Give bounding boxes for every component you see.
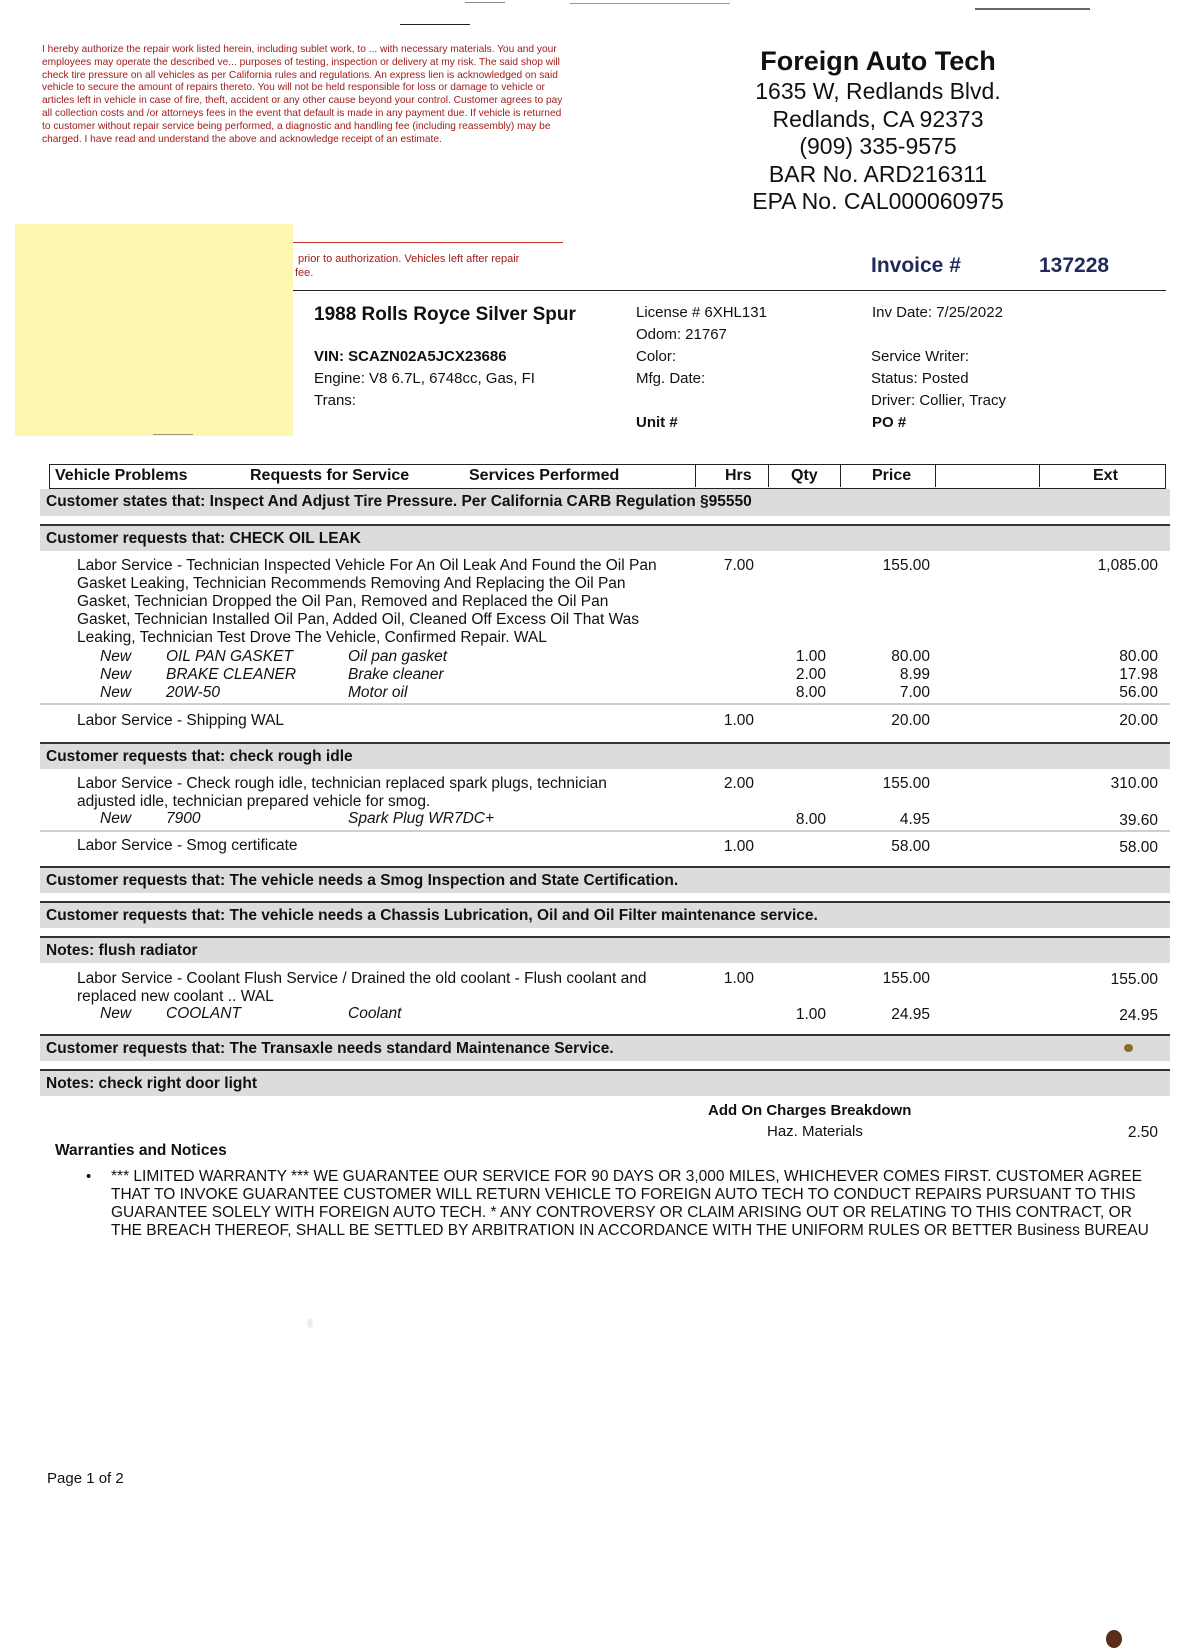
- section-title: Customer requests that: CHECK OIL LEAK: [46, 530, 361, 547]
- part-ext: 56.00: [1119, 684, 1158, 701]
- section-smog-inspection: [40, 866, 1170, 893]
- labor-hrs: 2.00: [723, 775, 754, 792]
- shop-name: Foreign Auto Tech: [760, 46, 996, 76]
- authorization-disclaimer: I hereby authorize the repair work listed herein, including sublet work, to ... with necessary materials. You and your employees may operate the described ve... purposes of testing, inspection or delivery at my risk. The said shop will check tire pressure on all vehicles as per California rules and regulations. An express lien is acknowledged on said vehicle to secure the amount of repairs thereto. You will not be held responsible for loss or damage to vehicle or articles left in vehicle in case of fire, theft, accident or any other cause beyond your control. Customer agrees to pay all collection costs and /or attorneys fees in the event that default is made in any payment due. If vehicle is returned to customer without repair service being performed, a diagnostic and handling fee (including reassembly) may be charged. I have read and understand the above and acknowledge receipt of an estimate.: [42, 44, 563, 145]
- invoice-status: Status: Posted: [871, 370, 969, 387]
- labor-price: 155.00: [882, 970, 930, 987]
- part-ext: 80.00: [1119, 648, 1158, 665]
- vehicle-license: License # 6XHL131: [636, 304, 767, 321]
- section-title: Notes: check right door light: [46, 1075, 257, 1092]
- part-tag: New: [100, 666, 132, 683]
- shop-address-2: Redlands, CA 92373: [772, 105, 984, 132]
- labor-ext: 20.00: [1119, 712, 1158, 729]
- po-number: PO #: [872, 414, 907, 431]
- addon-haz-value: 2.50: [1127, 1124, 1158, 1141]
- part-tag: New: [100, 684, 132, 701]
- part-tag: New: [100, 648, 132, 665]
- part-tag: New: [100, 810, 132, 827]
- labor-ext: 1,085.00: [1097, 557, 1158, 574]
- part-code: BRAKE CLEANER: [166, 666, 297, 683]
- labor-line-text: adjusted idle, technician prepared vehicle for smog.: [77, 793, 431, 810]
- part-desc: Oil pan gasket: [348, 648, 448, 665]
- shop-address-1: 1635 W, Redlands Blvd.: [755, 78, 1001, 104]
- col-vehicle-problems: Vehicle Problems: [55, 467, 188, 484]
- labor-hrs: 1.00: [723, 970, 754, 987]
- labor-line-text: Labor Service - Coolant Flush Service / Drained the old coolant - Flush coolant and: [77, 970, 647, 987]
- section-title: Customer states that: Inspect And Adjust Tire Pressure. Per California CARB Regulation §95550: [46, 493, 752, 510]
- service-writer: Service Writer:: [871, 348, 970, 365]
- col-divider: [935, 465, 936, 487]
- shop-info: [728, 44, 1028, 216]
- labor-price: 58.00: [891, 838, 930, 855]
- col-divider: [1039, 465, 1040, 487]
- signature-line-red: [293, 242, 563, 243]
- labor-line-text: replaced new coolant .. WAL: [77, 988, 274, 1005]
- disclaimer-fragment-1: prior to authorization. Vehicles left after repair: [298, 253, 520, 265]
- labor-hrs: 1.00: [723, 838, 754, 855]
- vehicle-mfg-date: Mfg. Date:: [636, 370, 706, 387]
- labor-shipping: Labor Service - Shipping WAL: [77, 712, 285, 729]
- labor-price: 155.00: [882, 557, 930, 574]
- invoice-number: 137228: [1039, 254, 1110, 277]
- shop-bar-number: BAR No. ARD216311: [768, 160, 988, 187]
- vehicle-color: Color:: [636, 348, 677, 365]
- vehicle-unit: Unit #: [636, 414, 678, 431]
- part-desc: Motor oil: [348, 684, 408, 701]
- scan-speck: [1106, 1630, 1122, 1648]
- labor-ext: 310.00: [1110, 775, 1158, 792]
- col-price: Price: [872, 467, 912, 484]
- section-rough-idle: [40, 742, 1170, 769]
- part-desc: Spark Plug WR7DC+: [348, 810, 495, 827]
- col-hrs: Hrs: [725, 467, 752, 484]
- invoice-rule: [293, 290, 1166, 291]
- part-tag: New: [100, 1005, 132, 1022]
- section-title: Customer requests that: The Transaxle needs standard Maintenance Service.: [46, 1040, 614, 1057]
- part-ext: 39.60: [1119, 812, 1158, 829]
- shop-epa-number: EPA No. CAL000060975: [752, 188, 1004, 214]
- invoice-date: Inv Date: 7/25/2022: [872, 304, 1003, 321]
- part-price: 7.00: [899, 684, 930, 701]
- part-ext: 24.95: [1119, 1007, 1158, 1024]
- col-divider: [695, 465, 696, 487]
- part-qty: 1.00: [795, 1006, 826, 1023]
- part-code: COOLANT: [166, 1005, 241, 1022]
- shop-phone: (909) 335-9575: [799, 133, 957, 159]
- section-door-light: [40, 1069, 1170, 1096]
- part-qty: 2.00: [795, 666, 826, 683]
- section-oil-leak: [40, 524, 1170, 551]
- sticky-note: [15, 224, 293, 436]
- col-divider: [840, 465, 841, 487]
- labor-line-text: Labor Service - Check rough idle, technician replaced spark plugs, technician: [77, 775, 607, 792]
- part-price: 4.95: [899, 811, 930, 828]
- table-header: [49, 464, 1166, 489]
- labor-line-text: Gasket, Technician Installed Oil Pan, Added Oil, Cleaned Off Excess Oil That Was: [77, 611, 640, 628]
- labor-hrs: 1.00: [723, 712, 754, 729]
- labor-price: 155.00: [882, 775, 930, 792]
- section-flush-radiator: [40, 936, 1170, 963]
- part-code: OIL PAN GASKET: [166, 648, 293, 665]
- invoice-driver: Driver: Collier, Tracy: [871, 392, 1007, 409]
- part-code: 20W-50: [166, 684, 220, 701]
- part-code: 7900: [166, 810, 201, 827]
- section-title: Notes: flush radiator: [46, 942, 198, 959]
- labor-smog: Labor Service - Smog certificate: [77, 837, 298, 854]
- part-desc: Coolant: [348, 1005, 402, 1022]
- labor-line-text: Gasket, Technician Dropped the Oil Pan, Removed and Replaced the Oil Pan: [77, 593, 609, 610]
- labor-price: 20.00: [891, 712, 930, 729]
- stain-mark: [1124, 1044, 1133, 1052]
- page-number: Page 1 of 2: [47, 1470, 124, 1487]
- section-tire-pressure: [40, 489, 1170, 516]
- scan-mark: [975, 8, 1090, 10]
- part-price: 80.00: [891, 648, 930, 665]
- section-title: Customer requests that: The vehicle needs a Smog Inspection and State Certification.: [46, 872, 679, 889]
- row-divider: [40, 703, 1170, 705]
- addon-title: Add On Charges Breakdown: [708, 1102, 912, 1119]
- section-chassis-lube: [40, 901, 1170, 928]
- col-ext: Ext: [1093, 467, 1118, 484]
- section-title: Customer requests that: check rough idle: [46, 748, 353, 765]
- part-price: 24.95: [891, 1006, 930, 1023]
- warranty-bullet: •: [86, 1168, 92, 1185]
- labor-line-text: Labor Service - Technician Inspected Vehicle For An Oil Leak And Found the Oil Pan: [77, 557, 657, 574]
- invoice-label: Invoice #: [871, 254, 961, 277]
- part-desc: Brake cleaner: [348, 666, 444, 683]
- scan-mark: [465, 2, 505, 3]
- disclaimer-fragment-2: fee.: [295, 267, 314, 279]
- part-qty: 1.00: [795, 648, 826, 665]
- vehicle-trans: Trans:: [314, 392, 356, 409]
- row-divider: [40, 830, 1170, 832]
- labor-ext: 58.00: [1119, 839, 1158, 856]
- vehicle-title: 1988 Rolls Royce Silver Spur: [314, 304, 576, 325]
- col-divider: [768, 465, 769, 487]
- warranty-text: *** LIMITED WARRANTY *** WE GUARANTEE OUR SERVICE FOR 90 DAYS OR 3,000 MILES, WHICHEVER COMES FIRST. CUSTOMER AGREE THAT TO INVOKE GUARANTEE CUSTOMER WILL RETURN VEHICLE TO FOREIGN AUTO TECH TO CONDUCT REPAIRS PURSUANT TO THIS GUARANTEE SOLELY WITH FOREIGN AUTO TECH. * ANY CONTROVERSY OR CLAIM ARISING OUT OR RELATING TO THIS CONTRACT, OR THE BREACH THEREOF, SHALL BE SETTLED BY ARBITRATION IN ACCORDANCE WITH THE UNIFORM RULES OR BETTER Business BUREAU: [111, 1168, 1149, 1239]
- labor-ext: 155.00: [1110, 971, 1158, 988]
- part-price: 8.99: [899, 666, 930, 683]
- part-ext: 17.98: [1119, 666, 1158, 683]
- section-transaxle: [40, 1034, 1170, 1061]
- addon-haz-label: Haz. Materials: [767, 1123, 863, 1140]
- vehicle-vin: VIN: SCAZN02A5JCX23686: [314, 348, 507, 365]
- labor-line-text: Leaking, Technician Test Drove The Vehicle, Confirmed Repair. WAL: [77, 629, 547, 646]
- part-qty: 8.00: [795, 811, 826, 828]
- labor-line-text: Gasket Leaking, Technician Recommends Removing And Replacing the Oil Pan: [77, 575, 626, 592]
- scan-speck: [307, 1318, 313, 1328]
- col-qty: Qty: [791, 467, 818, 484]
- scan-mark: [570, 3, 730, 4]
- vehicle-engine: Engine: V8 6.7L, 6748cc, Gas, FI: [314, 370, 535, 387]
- section-title: Customer requests that: The vehicle needs a Chassis Lubrication, Oil and Oil Filter maintenance service.: [46, 907, 818, 924]
- scan-mark: [400, 24, 470, 25]
- col-performed: Services Performed: [469, 467, 620, 484]
- col-requests: Requests for Service: [250, 467, 410, 484]
- vehicle-odometer: Odom: 21767: [636, 326, 727, 343]
- labor-hrs: 7.00: [723, 557, 754, 574]
- part-qty: 8.00: [795, 684, 826, 701]
- warranty-title: Warranties and Notices: [55, 1142, 227, 1159]
